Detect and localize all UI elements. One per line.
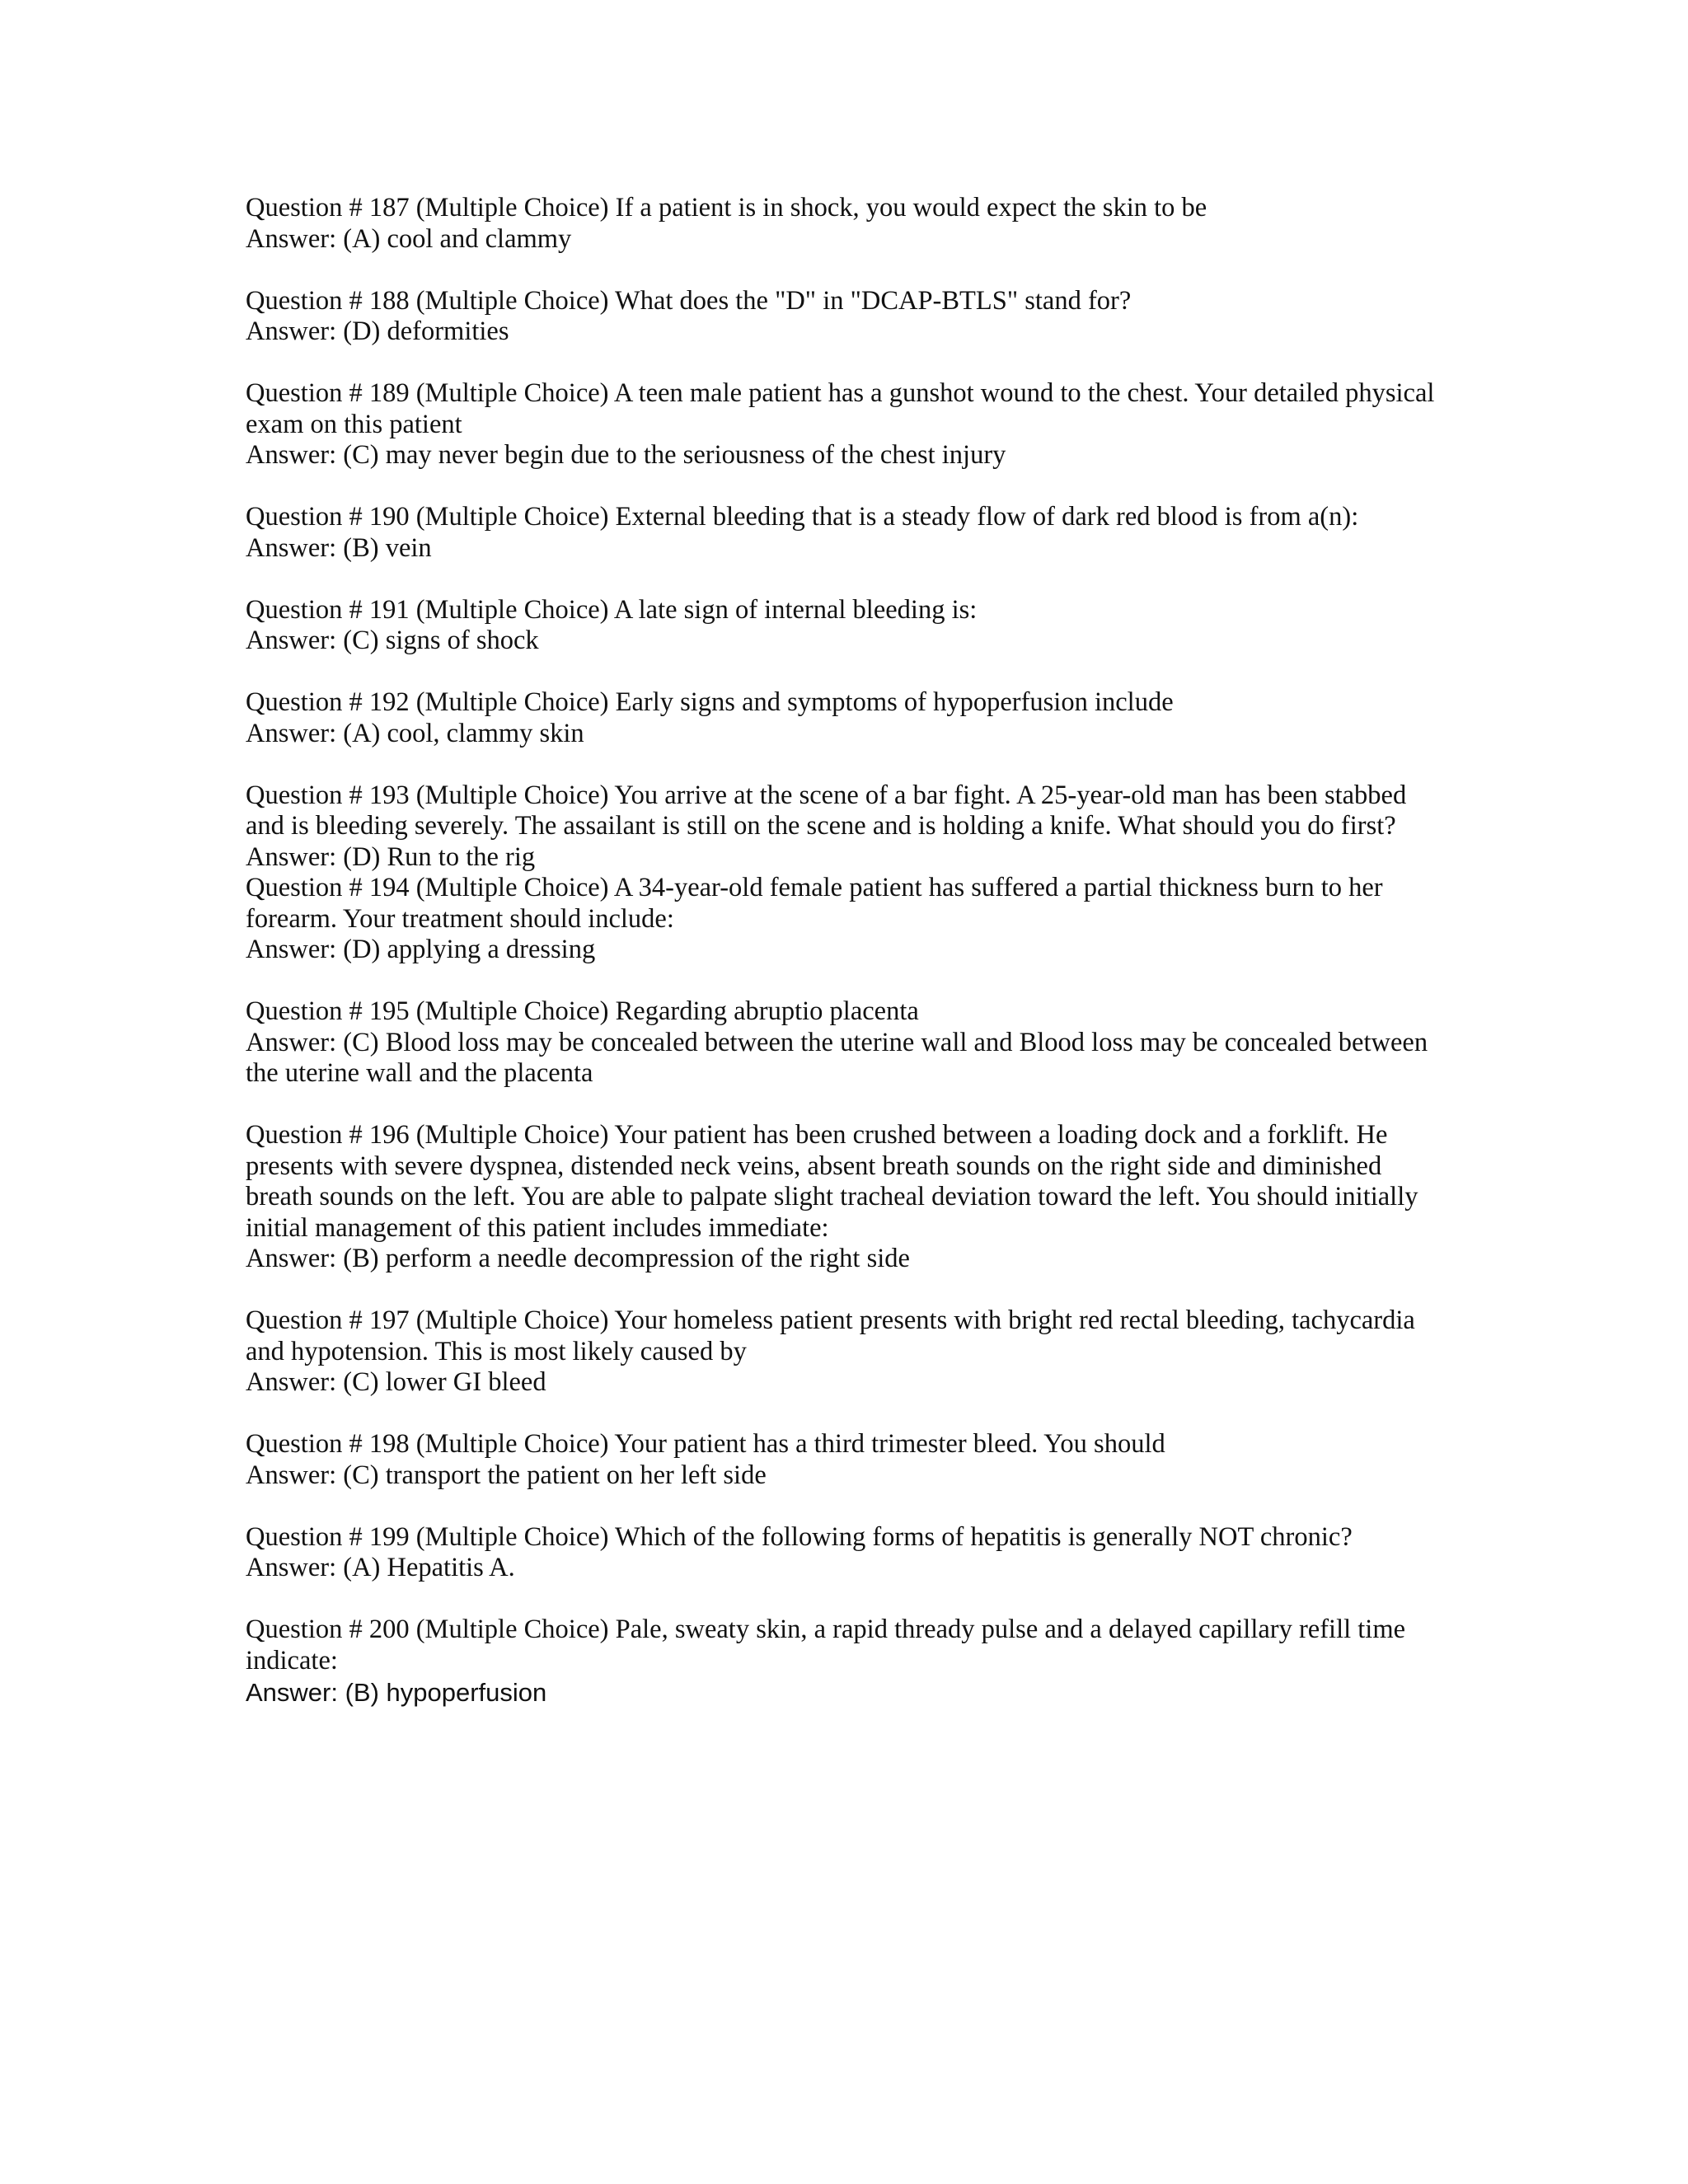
qa-item-193	[246, 780, 1449, 874]
question-text: Question # 190 (Multiple Choice) External bleeding that is a steady flow of dark red blood is from a(n):	[246, 502, 1359, 532]
qa-item-199	[246, 1522, 1449, 1584]
answer-text: Answer: (C) Blood loss may be concealed between the uterine wall and Blood loss may be concealed between the uterine wall and the placenta	[246, 1027, 1428, 1088]
answer-text: Answer: (A) Hepatitis A.	[246, 1553, 515, 1582]
qa-item-197	[246, 1305, 1449, 1399]
question-text: Question # 187 (Multiple Choice) If a patient is in shock, you would expect the skin to be	[246, 193, 1207, 223]
question-text: Question # 196 (Multiple Choice) Your patient has been crushed between a loading dock and a forklift. He presents with severe dyspnea, distended neck veins, absent breath sounds on the right side and diminished breath sounds on the left. You are able to palpate slight tracheal deviation toward the left. You should initially initial management of this patient includes immediate:	[246, 1120, 1418, 1243]
question-text: Question # 193 (Multiple Choice) You arrive at the scene of a bar fight. A 25-year-old man has been stabbed and is bleeding severely. The assailant is still on the scene and is holding a knife. What should you do first?	[246, 780, 1407, 841]
qa-item-187	[246, 193, 1449, 255]
qa-item-190	[246, 502, 1449, 564]
question-text: Question # 199 (Multiple Choice) Which of the following forms of hepatitis is generally NOT chronic?	[246, 1521, 1353, 1552]
qa-item-200	[246, 1615, 1449, 1709]
question-text: Question # 200 (Multiple Choice) Pale, sweaty skin, a rapid thready pulse and a delayed capillary refill time indicate:	[246, 1615, 1406, 1675]
qa-item-194	[246, 873, 1449, 966]
question-text: Question # 191 (Multiple Choice) A late sign of internal bleeding is:	[246, 594, 978, 625]
qa-list	[246, 193, 1449, 1709]
question-text: Question # 194 (Multiple Choice) A 34-year-old female patient has suffered a partial thickness burn to her forearm. Your treatment should include:	[246, 873, 1383, 934]
answer-text: Answer: (B) hypoperfusion	[246, 1678, 547, 1707]
qa-item-198	[246, 1429, 1449, 1491]
qa-item-192	[246, 687, 1449, 749]
qa-item-196	[246, 1120, 1449, 1275]
answer-text: Answer: (B) vein	[246, 532, 432, 563]
qa-item-191	[246, 595, 1449, 657]
question-text: Question # 189 (Multiple Choice) A teen male patient has a gunshot wound to the chest. Your detailed physical exam on this patient	[246, 378, 1435, 439]
qa-item-188	[246, 286, 1449, 348]
answer-text: Answer: (B) perform a needle decompression of the right side	[246, 1244, 910, 1273]
answer-text: Answer: (A) cool, clammy skin	[246, 718, 584, 748]
question-text: Question # 188 (Multiple Choice) What does the "D" in "DCAP-BTLS" stand for?	[246, 285, 1132, 316]
question-text: Question # 192 (Multiple Choice) Early signs and symptoms of hypoperfusion include	[246, 687, 1174, 717]
qa-item-195	[246, 996, 1449, 1090]
question-text: Question # 195 (Multiple Choice) Regarding abruptio placenta	[246, 996, 919, 1026]
question-text: Question # 197 (Multiple Choice) Your homeless patient presents with bright red rectal bleeding, tachycardia and hypotension. This is most likely caused by	[246, 1305, 1415, 1366]
answer-text: Answer: (D) applying a dressing	[246, 935, 596, 964]
qa-item-189	[246, 378, 1449, 471]
answer-text: Answer: (C) signs of shock	[246, 626, 539, 655]
answer-text: Answer: (C) transport the patient on her left side	[246, 1460, 767, 1490]
answer-text: Answer: (C) lower GI bleed	[246, 1367, 546, 1397]
answer-text: Answer: (D) Run to the rig	[246, 841, 536, 872]
question-text: Question # 198 (Multiple Choice) Your patient has a third trimester bleed. You should	[246, 1429, 1165, 1459]
answer-text: Answer: (C) may never begin due to the seriousness of the chest injury	[246, 440, 1006, 470]
answer-text: Answer: (A) cool and clammy	[246, 223, 572, 254]
answer-text: Answer: (D) deformities	[246, 316, 509, 346]
